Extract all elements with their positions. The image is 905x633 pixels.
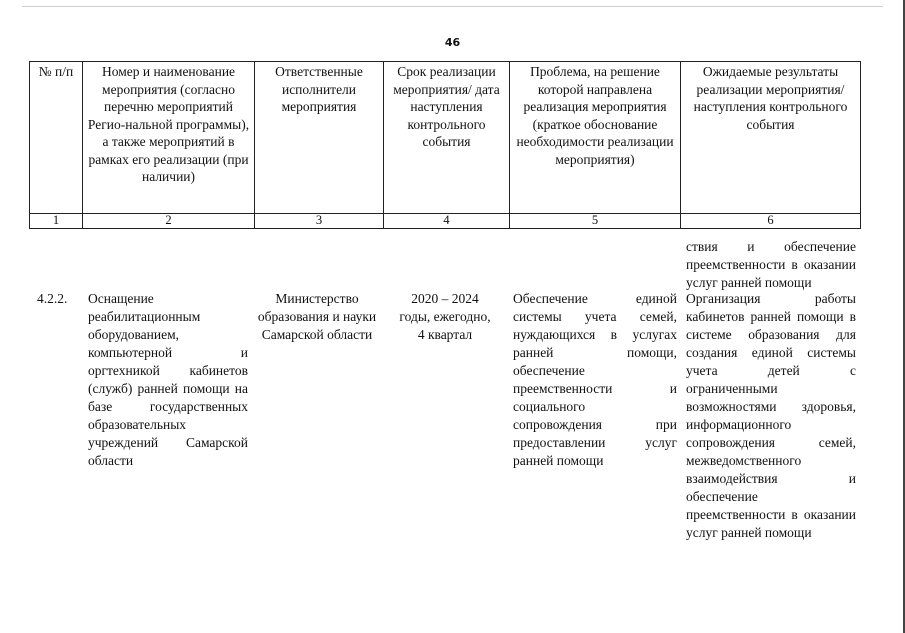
page-number: 46 (444, 36, 461, 49)
row-term: 2020 – 2024 годы, ежегодно, 4 квартал (399, 291, 491, 342)
header-result: Ожидаемые результаты реализации мероприятия/ наступления контрольного события (681, 62, 861, 214)
column-number: 5 (510, 214, 681, 229)
column-number: 6 (681, 214, 861, 229)
header-term: Срок реализации мероприятия/ дата наступления контрольного события (384, 62, 510, 214)
row-event-name: Оснащение реабилитационным оборудованием, компьютерной и оргтехникой кабинетов (служб) ранней помощи на базе государственных образовательных учреждений Самарской области (88, 291, 248, 468)
column-number: 3 (255, 214, 384, 229)
column-number: 2 (83, 214, 255, 229)
row-number: 4.2.2. (37, 291, 68, 306)
row-result: Организация работы кабинетов ранней помощи в системе образования для создания единой системы учета детей с ограниченными возможностями здоровья, информационного сопровождения семей, межведомственного взаимодействия и обеспечение преемственности в оказании услуг ранней помощи (686, 291, 856, 540)
header-number: № п/п (30, 62, 83, 214)
previous-row-continuation: ствия и обеспечение преемственности в оказании услуг ранней помощи (686, 239, 856, 290)
header-problem: Проблема, на решение которой направлена реализация мероприятия (краткое обоснование необходимости реализации мероприятия) (510, 62, 681, 214)
column-number: 4 (384, 214, 510, 229)
header-responsible: Ответственные исполнители мероприятия (255, 62, 384, 214)
table-header (29, 61, 861, 229)
row-problem: Обеспечение единой системы учета семей, нуждающихся в услугах ранней помощи, обеспечение преемственности и социального сопровождения при предоставлении услуг ранней помощи (513, 291, 677, 468)
header-event-name: Номер и наименование мероприятия (согласно перечню мероприятий Регио-нальной программы), а также мероприятий в рамках его реализации (при наличии) (83, 62, 255, 214)
header-row (30, 62, 861, 214)
row-responsible: Министерство образования и науки Самарской области (257, 291, 377, 342)
column-number-row (30, 214, 861, 229)
column-number: 1 (30, 214, 83, 229)
scan-edge-top (22, 6, 883, 7)
